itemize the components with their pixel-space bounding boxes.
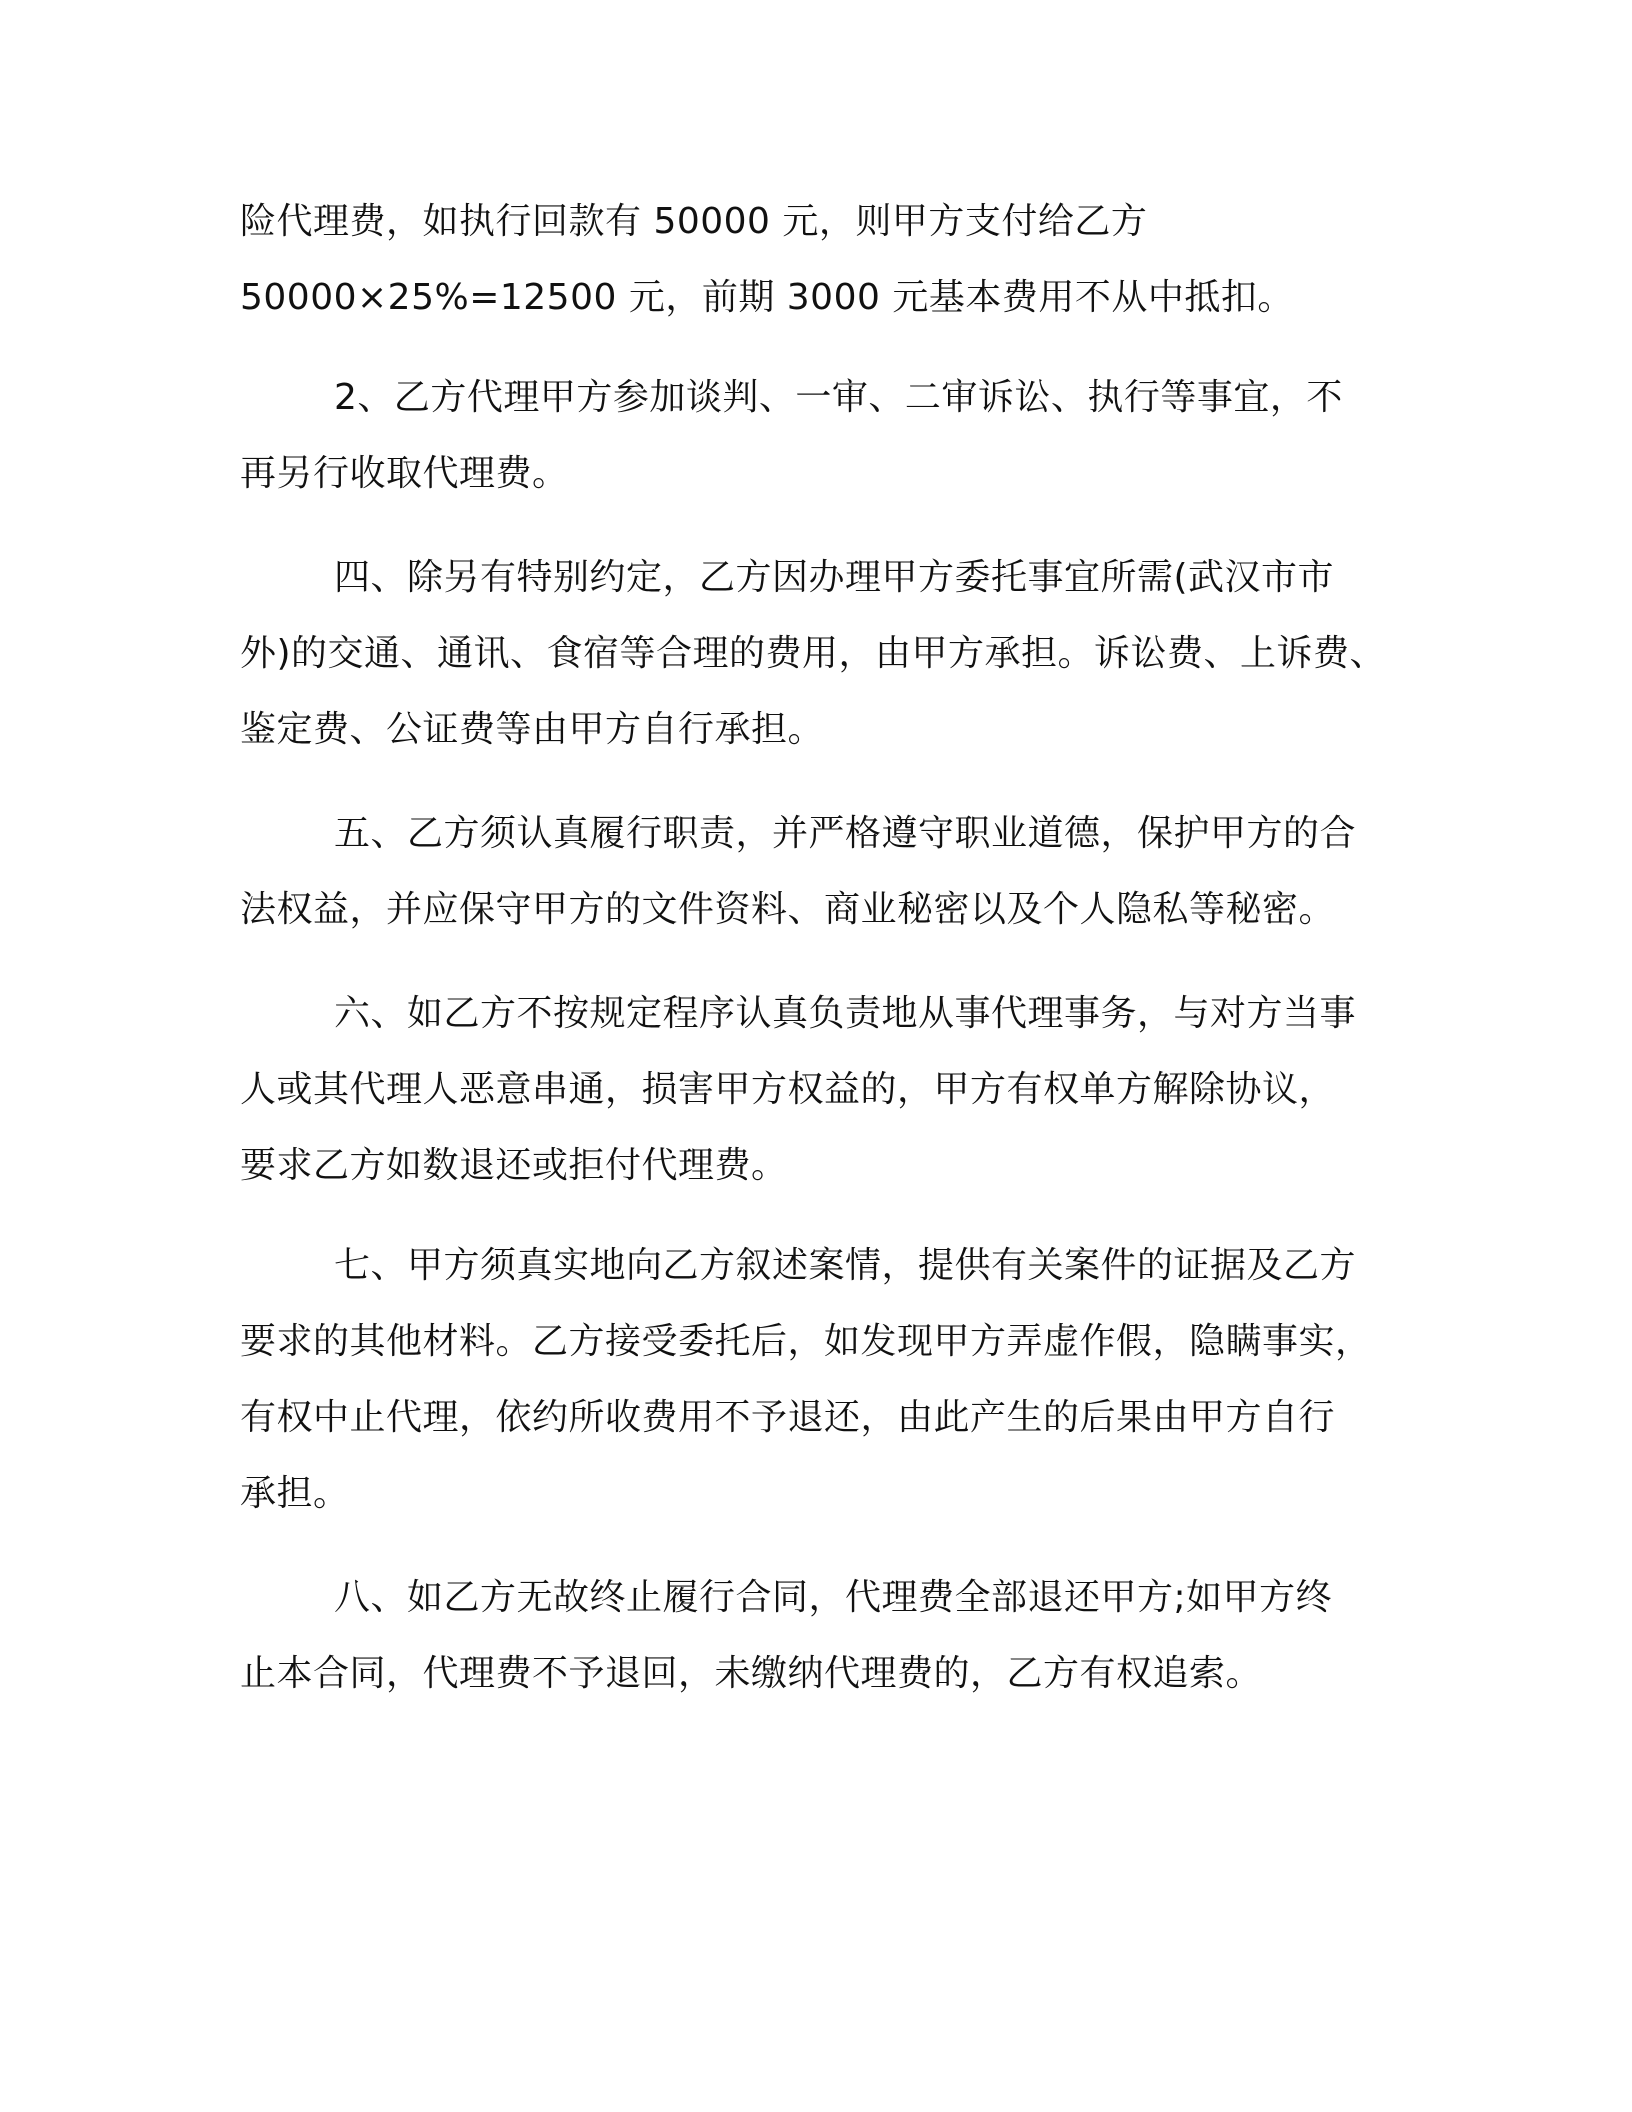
text-line: 承担。	[240, 1473, 350, 1514]
text-line: 有权中止代理，依约所收费用不予退还，由此产生的后果由甲方自行	[240, 1397, 1336, 1438]
text-line: 法权益，并应保守甲方的文件资料、商业秘密以及个人隐私等秘密。	[240, 889, 1336, 930]
text-line: 鉴定费、公证费等由甲方自行承担。	[240, 709, 825, 750]
text-line: 七、甲方须真实地向乙方叙述案情，提供有关案件的证据及乙方	[334, 1245, 1357, 1286]
text-line: 四、除另有特别约定，乙方因办理甲方委托事宜所需(武汉市市	[334, 557, 1335, 598]
text-line: 止本合同，代理费不予退回，未缴纳代理费的，乙方有权追索。	[240, 1653, 1263, 1694]
text-line: 再另行收取代理费。	[240, 453, 569, 494]
text-line: 八、如乙方无故终止履行合同，代理费全部退还甲方;如甲方终	[334, 1577, 1333, 1618]
text-line: 外)的交通、通讯、食宿等合理的费用，由甲方承担。诉讼费、上诉费、	[240, 633, 1387, 674]
text-line: 2、乙方代理甲方参加谈判、一审、二审诉讼、执行等事宜，不	[334, 377, 1343, 418]
text-line: 人或其代理人恶意串通，损害甲方权益的，甲方有权单方解除协议，	[240, 1069, 1336, 1110]
text-line: 五、乙方须认真履行职责，并严格遵守职业道德，保护甲方的合	[334, 813, 1357, 854]
text-line: 50000×25%=12500 元，前期 3000 元基本费用不从中抵扣。	[240, 277, 1294, 318]
text-line: 险代理费，如执行回款有 50000 元，则甲方支付给乙方	[240, 201, 1148, 242]
text-line: 六、如乙方不按规定程序认真负责地从事代理事务，与对方当事	[334, 993, 1357, 1034]
text-line: 要求乙方如数退还或拒付代理费。	[240, 1145, 788, 1186]
text-line: 要求的其他材料。乙方接受委托后，如发现甲方弄虚作假，隐瞒事实，	[240, 1321, 1372, 1362]
